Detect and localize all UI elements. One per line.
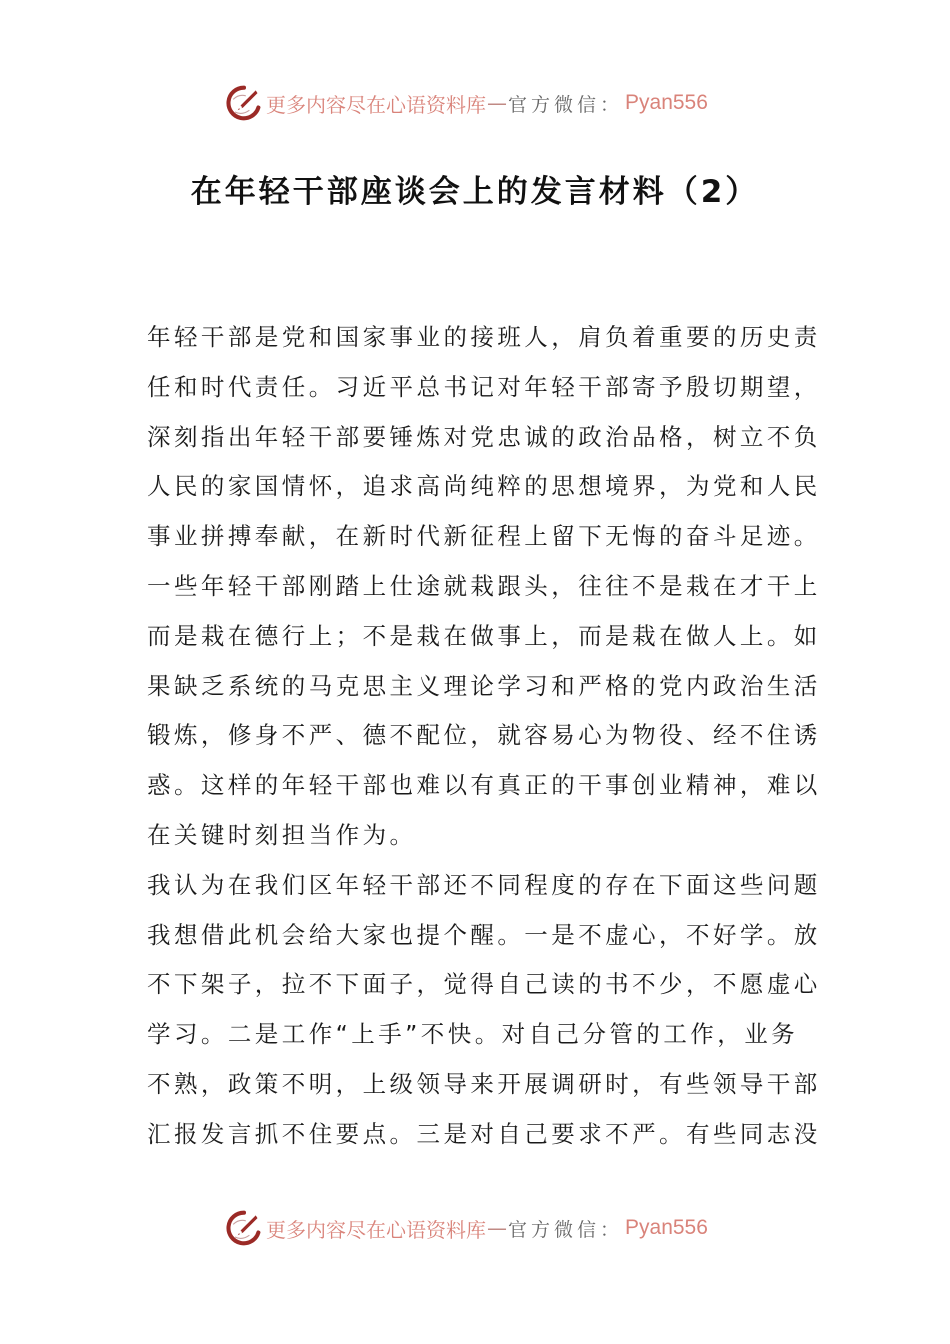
- text-line: 锻炼，修身不严、德不配位，就容易心为物役、经不住诱: [147, 721, 821, 750]
- watermark-wechat-label: 官方微信：: [508, 93, 624, 116]
- text-line: 而是栽在德行上；不是栽在做事上，而是栽在做人上。如: [147, 621, 821, 650]
- text-line: 不下架子，拉不下面子，觉得自己读的书不少，不愿虚心: [147, 970, 821, 999]
- text-line: 汇报发言抓不住要点。三是对自己要求不严。有些同志没: [147, 1119, 821, 1148]
- text-line: 不熟，政策不明，上级领导来开展调研时，有些领导干部: [147, 1069, 821, 1098]
- text-line: 果缺乏系统的马克思主义理论学习和严格的党内政治生活: [147, 671, 821, 700]
- text-line: 学习。二是工作“上手”不快。对自己分管的工作，业务: [147, 1020, 799, 1049]
- watermark-dash: —: [487, 91, 507, 115]
- watermark-wechat-id: Pyan556: [625, 91, 708, 114]
- watermark-wechat-label: 官方微信：: [508, 1218, 624, 1241]
- text-line: 一些年轻干部刚踏上仕途就栽跟头，往往不是栽在才干上: [147, 571, 821, 600]
- watermark-wechat-id: Pyan556: [625, 1216, 708, 1239]
- text-line: 年轻干部是党和国家事业的接班人，肩负着重要的历史责: [147, 323, 821, 351]
- watermark-main-text: 更多内容尽在心语资料库: [266, 1217, 486, 1242]
- header-watermark-banner: [226, 83, 726, 123]
- page-title: 在年轻干部座谈会上的发言材料（2）: [190, 174, 760, 210]
- document-body: [147, 313, 821, 1160]
- text-line: 事业拼搏奉献，在新时代新征程上留下无悔的奋斗足迹。: [147, 522, 821, 551]
- text-line: 任和时代责任。习近平总书记对年轻干部寄予殷切期望，: [147, 372, 821, 401]
- text-line: 我想借此机会给大家也提个醒。一是不虚心，不好学。放: [147, 920, 821, 949]
- text-line: 深刻指出年轻干部要锤炼对党忠诚的政治品格，树立不负: [147, 422, 821, 451]
- text-line: 惑。这样的年轻干部也难以有真正的干事创业精神，难以: [147, 771, 821, 800]
- watermark-dash: —: [487, 1216, 507, 1240]
- text-line: 我认为在我们区年轻干部还不同程度的存在下面这些问题: [147, 870, 821, 899]
- pen-nib-circle-icon: [226, 1210, 262, 1246]
- watermark-main-text: 更多内容尽在心语资料库: [266, 92, 486, 117]
- text-line: 人民的家国情怀，追求高尚纯粹的思想境界，为党和人民: [147, 472, 821, 501]
- pen-nib-circle-icon: [226, 85, 262, 121]
- text-line: 在关键时刻担当作为。: [147, 820, 417, 849]
- footer-watermark-banner: [226, 1208, 726, 1248]
